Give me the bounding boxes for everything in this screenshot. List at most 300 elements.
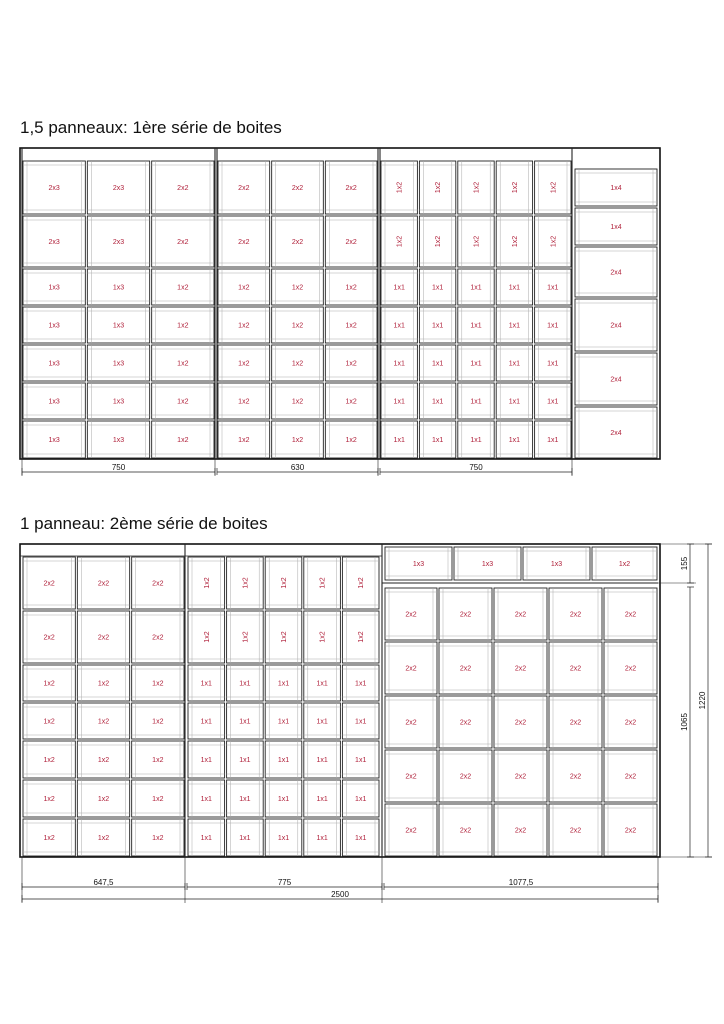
box-label: 1x4: [610, 185, 622, 192]
box-label: 1x1: [393, 398, 405, 406]
box-label: 1x1: [239, 796, 251, 803]
box: [381, 161, 417, 214]
box: [535, 421, 571, 458]
box-label: 1x1: [316, 796, 328, 803]
box-label: 1x1: [277, 835, 290, 842]
box-label: 1x2: [281, 631, 288, 643]
box-label: 1x2: [550, 235, 558, 248]
box: [218, 345, 270, 381]
section-1-title: 1,5 panneaux: 1ère série de boites: [20, 118, 282, 137]
box: [132, 703, 184, 739]
box: [23, 611, 75, 663]
box: [227, 611, 264, 663]
box: [218, 307, 270, 343]
box: [535, 161, 571, 214]
box-label: 2x2: [291, 185, 304, 192]
box-label: 1x2: [238, 437, 250, 444]
box-label: 2x2: [514, 719, 527, 727]
box: [342, 780, 379, 817]
box: [325, 345, 377, 381]
box-label: 1x1: [431, 437, 444, 444]
box: [575, 407, 657, 458]
box-label: 1x1: [508, 284, 521, 292]
box-label: 1x3: [481, 561, 494, 568]
box-label: 1x1: [277, 757, 290, 764]
box-label: 1x1: [393, 284, 405, 292]
box: [439, 804, 492, 856]
box-label: 1x2: [396, 235, 404, 248]
box-label: 1x2: [238, 322, 250, 330]
box-label: 1x2: [473, 235, 481, 248]
box-label: 1x2: [345, 437, 357, 444]
box-label: 2x2: [624, 719, 637, 727]
box: [23, 421, 85, 458]
box: [152, 269, 214, 305]
box-label: 1x1: [508, 437, 521, 444]
box: [87, 269, 149, 305]
box-label: 2x4: [610, 376, 622, 384]
box: [304, 780, 341, 817]
box: [381, 345, 417, 381]
box-label: 1x2: [97, 718, 110, 726]
box: [494, 588, 547, 640]
box-label: 1x1: [431, 284, 444, 292]
box: [458, 307, 494, 343]
box: [218, 383, 270, 419]
box: [188, 741, 225, 778]
box-label: 1x2: [177, 284, 189, 292]
box-label: 1x2: [238, 398, 250, 406]
box: [454, 547, 521, 580]
box: [188, 780, 225, 817]
box: [87, 216, 149, 267]
box-label: 1x1: [277, 680, 290, 688]
box: [419, 161, 455, 214]
box-label: 1x2: [242, 577, 250, 589]
box: [227, 703, 264, 739]
box-label: 1x1: [316, 680, 328, 688]
box-label: 1x1: [355, 718, 367, 726]
box-label: 2x2: [97, 634, 110, 642]
box: [304, 611, 341, 663]
box-label: 1x1: [393, 360, 405, 368]
box: [385, 804, 437, 856]
box-label: 1x1: [355, 680, 367, 688]
box: [439, 642, 492, 694]
box-label: 2x2: [514, 827, 527, 835]
box: [23, 557, 75, 609]
box: [304, 703, 341, 739]
box: [132, 741, 184, 778]
box-label: 2x2: [177, 185, 189, 192]
box: [325, 269, 377, 305]
box: [535, 269, 571, 305]
box-label: 1x1: [355, 757, 367, 764]
box: [152, 421, 214, 458]
box-label: 2x4: [610, 269, 622, 277]
box-label: 2x2: [624, 773, 637, 781]
box-label: 1x3: [48, 398, 60, 406]
box-label: 1x2: [319, 631, 327, 643]
box-label: 1x1: [470, 437, 482, 444]
box-label: 1x1: [200, 796, 212, 803]
box: [23, 703, 75, 739]
box: [132, 557, 184, 609]
box: [494, 642, 547, 694]
box-label: 2x3: [112, 185, 125, 192]
box: [381, 421, 417, 458]
box: [23, 307, 85, 343]
box-label: 1x1: [355, 835, 367, 842]
box-label: 1x3: [48, 284, 60, 292]
box-label: 2x4: [610, 430, 622, 437]
box-label: 1x1: [470, 322, 482, 330]
box-label: 1x2: [473, 181, 481, 194]
box-label: 1x2: [152, 835, 164, 842]
box: [227, 557, 264, 609]
box: [496, 307, 532, 343]
box-label: 1x2: [291, 437, 304, 444]
box-label: 1x3: [48, 322, 60, 330]
box-label: 1x2: [43, 680, 55, 688]
box-label: 2x2: [569, 719, 582, 727]
box: [152, 161, 214, 214]
box: [325, 421, 377, 458]
box-label: 2x3: [112, 239, 125, 246]
box: [23, 665, 75, 701]
box-label: 2x2: [569, 665, 582, 673]
box: [227, 780, 264, 817]
box: [549, 696, 602, 748]
box: [496, 421, 532, 458]
box: [87, 161, 149, 214]
box-label: 1x4: [610, 224, 622, 231]
box: [152, 383, 214, 419]
box: [342, 557, 379, 609]
box: [272, 383, 324, 419]
dimension-label: 750: [111, 463, 126, 472]
box: [23, 819, 75, 856]
box: [325, 383, 377, 419]
box-label: 1x2: [242, 631, 250, 643]
box-label: 1x3: [112, 360, 125, 368]
box-label: 2x2: [624, 827, 637, 835]
box-label: 1x1: [470, 360, 482, 368]
box-label: 1x2: [238, 284, 250, 292]
box: [385, 588, 437, 640]
box: [494, 750, 547, 802]
box: [23, 383, 85, 419]
box-label: 1x3: [412, 561, 425, 568]
box-label: 2x2: [405, 719, 417, 727]
box-label: 1x1: [277, 718, 290, 726]
box-label: 1x1: [200, 835, 212, 842]
box: [604, 588, 657, 640]
box: [496, 269, 532, 305]
box-label: 1x1: [200, 718, 212, 726]
box-label: 1x2: [43, 835, 55, 842]
box: [218, 216, 270, 267]
box-label: 2x2: [569, 611, 582, 619]
box: [381, 216, 417, 267]
box-label: 2x2: [514, 773, 527, 781]
box: [265, 665, 302, 701]
box: [575, 208, 657, 245]
box: [272, 421, 324, 458]
box: [419, 216, 455, 267]
box: [385, 750, 437, 802]
box: [458, 161, 494, 214]
box: [535, 345, 571, 381]
box: [272, 269, 324, 305]
box: [325, 307, 377, 343]
box: [592, 547, 657, 580]
box: [494, 696, 547, 748]
box-label: 1x1: [393, 437, 405, 444]
box-label: 1x1: [316, 757, 328, 764]
box-label: 2x2: [459, 665, 472, 673]
box: [132, 819, 184, 856]
box: [23, 269, 85, 305]
box: [523, 547, 590, 580]
box: [304, 665, 341, 701]
box: [496, 161, 532, 214]
box-label: 2x2: [405, 773, 417, 781]
box-label: 2x2: [405, 827, 417, 835]
box: [23, 345, 85, 381]
box: [458, 383, 494, 419]
box: [77, 611, 129, 663]
box: [575, 169, 657, 206]
dimension-label: 630: [290, 463, 305, 472]
box: [23, 780, 75, 817]
box: [227, 819, 264, 856]
box: [77, 557, 129, 609]
box: [604, 804, 657, 856]
box-label: 1x3: [112, 284, 125, 292]
box: [496, 216, 532, 267]
box-label: 1x2: [97, 835, 110, 842]
box: [419, 307, 455, 343]
dimension-label: 775: [277, 878, 292, 887]
box-label: 1x2: [345, 322, 357, 330]
box: [604, 642, 657, 694]
box: [575, 247, 657, 297]
box: [23, 741, 75, 778]
box-label: 1x1: [470, 398, 482, 406]
box: [458, 345, 494, 381]
box: [87, 307, 149, 343]
box: [272, 216, 324, 267]
box-label: 2x2: [238, 185, 250, 192]
box: [494, 804, 547, 856]
box: [575, 353, 657, 405]
box: [132, 611, 184, 663]
box-label: 2x2: [459, 827, 472, 835]
box: [604, 696, 657, 748]
box-label: 1x2: [358, 577, 366, 589]
box-label: 1x1: [470, 284, 482, 292]
box: [265, 780, 302, 817]
dimension-label: 1220: [698, 691, 707, 710]
box: [218, 421, 270, 458]
box-label: 1x1: [547, 360, 559, 368]
box-label: 2x2: [514, 611, 527, 619]
box-label: 1x2: [152, 718, 164, 726]
box: [152, 307, 214, 343]
box: [304, 557, 341, 609]
box-label: 2x3: [48, 185, 60, 192]
box-label: 1x1: [239, 757, 251, 764]
box-label: 1x1: [547, 322, 559, 330]
section-2-title: 1 panneau: 2ème série de boites: [20, 514, 268, 533]
box-label: 1x2: [43, 796, 55, 803]
box: [385, 642, 437, 694]
box-label: 1x3: [112, 398, 125, 406]
box: [496, 383, 532, 419]
box: [152, 345, 214, 381]
box: [188, 665, 225, 701]
box-label: 1x2: [435, 235, 443, 248]
box: [304, 819, 341, 856]
box-label: 2x2: [97, 580, 110, 588]
box-label: 1x1: [431, 322, 444, 330]
box-label: 1x2: [345, 284, 357, 292]
box: [419, 345, 455, 381]
box-label: 2x2: [291, 239, 304, 246]
box: [381, 307, 417, 343]
box: [419, 421, 455, 458]
box-label: 1x2: [152, 757, 164, 764]
box: [342, 665, 379, 701]
dimension-label: 750: [469, 463, 483, 472]
box-label: 2x2: [569, 827, 582, 835]
box-label: 1x2: [152, 796, 164, 803]
box: [265, 703, 302, 739]
box-label: 2x2: [43, 580, 55, 588]
box-label: 1x1: [547, 398, 559, 406]
box: [218, 269, 270, 305]
box: [272, 345, 324, 381]
box: [604, 750, 657, 802]
box-label: 1x2: [511, 235, 519, 248]
box-label: 1x2: [43, 718, 55, 726]
box-label: 2x2: [345, 239, 357, 246]
box: [272, 307, 324, 343]
box: [458, 421, 494, 458]
box-label: 1x2: [358, 631, 366, 643]
box: [272, 161, 324, 214]
box: [381, 269, 417, 305]
box-label: 1x2: [291, 360, 304, 368]
box-label: 1x1: [200, 680, 212, 688]
box-label: 1x2: [97, 757, 110, 764]
box-label: 2x2: [624, 611, 637, 619]
box: [77, 703, 129, 739]
box-label: 2x2: [152, 634, 164, 642]
box-label: 1x1: [508, 398, 521, 406]
box-label: 1x2: [203, 631, 211, 643]
box: [325, 161, 377, 214]
box-label: 2x4: [610, 322, 622, 330]
box-label: 1x2: [291, 322, 304, 330]
box: [23, 216, 85, 267]
box: [385, 696, 437, 748]
box: [188, 557, 225, 609]
box-label: 1x2: [177, 398, 189, 406]
box: [439, 696, 492, 748]
box: [188, 611, 225, 663]
box-label: 1x2: [291, 398, 304, 406]
box-label: 1x2: [177, 437, 189, 444]
box-label: 1x1: [239, 680, 251, 688]
box-label: 1x1: [508, 360, 521, 368]
box: [77, 741, 129, 778]
box: [227, 665, 264, 701]
box: [265, 557, 302, 609]
box-label: 1x2: [435, 181, 443, 194]
box-label: 2x2: [459, 773, 472, 781]
box: [188, 819, 225, 856]
box: [549, 642, 602, 694]
box: [458, 269, 494, 305]
box-label: 1x2: [396, 181, 404, 194]
box-label: 1x2: [618, 561, 631, 568]
box: [265, 819, 302, 856]
box-label: 2x2: [405, 611, 417, 619]
panel-1-outline: [20, 148, 660, 459]
box: [385, 547, 452, 580]
box-label: 1x1: [200, 757, 212, 764]
box-label: 1x2: [238, 360, 250, 368]
dimension-label: 1077,5: [508, 878, 534, 887]
box: [458, 216, 494, 267]
box: [87, 345, 149, 381]
box-label: 2x2: [405, 665, 417, 673]
box: [265, 611, 302, 663]
box-label: 1x2: [97, 796, 110, 803]
box: [439, 750, 492, 802]
box: [87, 383, 149, 419]
box-label: 2x2: [238, 239, 250, 246]
box: [188, 703, 225, 739]
box: [496, 345, 532, 381]
box-label: 1x1: [239, 718, 251, 726]
box-label: 2x2: [152, 580, 164, 588]
box-label: 1x1: [431, 398, 444, 406]
box-label: 1x2: [345, 360, 357, 368]
box: [439, 588, 492, 640]
box: [342, 611, 379, 663]
box: [419, 383, 455, 419]
box: [535, 216, 571, 267]
box: [227, 741, 264, 778]
box: [23, 161, 85, 214]
box-label: 2x2: [514, 665, 527, 673]
box: [549, 804, 602, 856]
box: [218, 161, 270, 214]
box: [535, 383, 571, 419]
box-label: 1x1: [547, 284, 559, 292]
box-label: 1x2: [550, 181, 558, 194]
box-label: 1x1: [239, 835, 251, 842]
box: [575, 299, 657, 351]
box-label: 1x2: [291, 284, 304, 292]
dimension-label: 1065: [680, 713, 689, 731]
box-label: 1x2: [203, 577, 211, 589]
box-label: 1x3: [112, 322, 125, 330]
box: [77, 819, 129, 856]
